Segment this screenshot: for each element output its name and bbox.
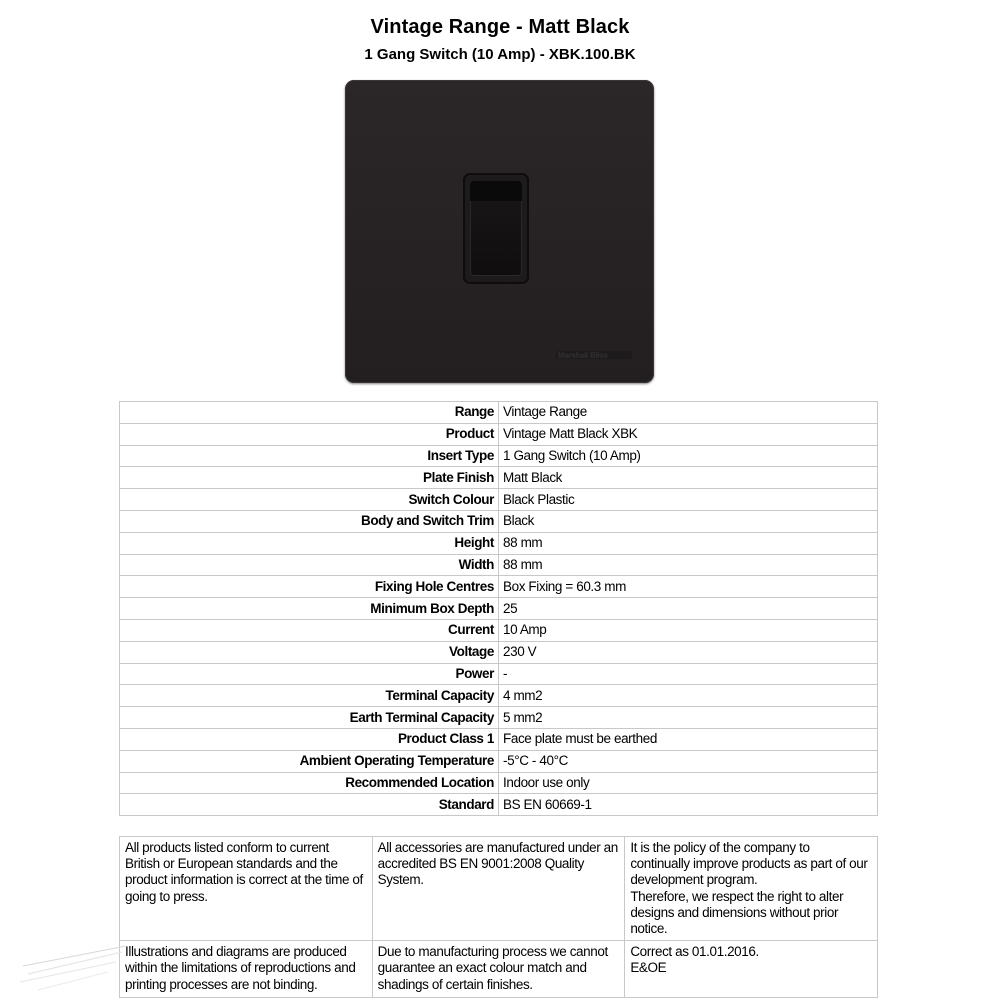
spec-label: Body and Switch Trim (120, 510, 499, 532)
spec-label: Voltage (120, 641, 499, 663)
spec-row (120, 619, 878, 641)
spec-value: BS EN 60669-1 (499, 794, 878, 816)
spec-value: 88 mm (499, 532, 878, 554)
spec-label: Range (120, 402, 499, 424)
spec-label: Width (120, 554, 499, 576)
spec-value: Vintage Range (499, 402, 878, 424)
brand-mark-logo (556, 349, 632, 361)
spec-row (120, 467, 878, 489)
note-cell: It is the policy of the company to continually improve products as part of our development program. Therefore, we respect the right to alter designs and dimensions without prior notice. (625, 837, 878, 941)
spec-row (120, 794, 878, 816)
spec-row (120, 663, 878, 685)
spec-value: Black (499, 510, 878, 532)
svg-text:Marshall Bliss: Marshall Bliss (558, 351, 608, 360)
spec-label: Standard (120, 794, 499, 816)
spec-row (120, 402, 878, 424)
decorative-sketch-lines (18, 938, 128, 998)
spec-row (120, 576, 878, 598)
spec-row (120, 707, 878, 729)
note-cell: All accessories are manufactured under an accredited BS EN 9001:2008 Quality System. (372, 837, 625, 941)
spec-value: -5°C - 40°C (499, 750, 878, 772)
spec-value: Vintage Matt Black XBK (499, 423, 878, 445)
spec-table-body (120, 402, 878, 816)
spec-label: Product Class 1 (120, 728, 499, 750)
spec-label: Earth Terminal Capacity (120, 707, 499, 729)
spec-row (120, 510, 878, 532)
spec-value: Indoor use only (499, 772, 878, 794)
page-title: Vintage Range - Matt Black (370, 16, 630, 38)
spec-row (120, 532, 878, 554)
notes-row (120, 941, 878, 998)
spec-value: 4 mm2 (499, 685, 878, 707)
spec-label: Recommended Location (120, 772, 499, 794)
spec-table (119, 401, 878, 816)
spec-row (120, 554, 878, 576)
switch-rocker-top (470, 181, 522, 201)
spec-row (120, 641, 878, 663)
spec-label: Product (120, 423, 499, 445)
spec-value: Black Plastic (499, 489, 878, 511)
spec-label: Minimum Box Depth (120, 598, 499, 620)
spec-value: Face plate must be earthed (499, 728, 878, 750)
spec-label: Height (120, 532, 499, 554)
spec-label: Insert Type (120, 445, 499, 467)
spec-value: Matt Black (499, 467, 878, 489)
spec-value: 10 Amp (499, 619, 878, 641)
spec-row (120, 772, 878, 794)
notes-table (119, 836, 878, 998)
spec-label: Ambient Operating Temperature (120, 750, 499, 772)
spec-row (120, 489, 878, 511)
spec-value: - (499, 663, 878, 685)
note-cell: Due to manufacturing process we cannot guarantee an exact colour match and shadings of certain finishes. (372, 941, 625, 998)
note-cell: Correct as 01.01.2016. E&OE (625, 941, 878, 998)
spec-label: Terminal Capacity (120, 685, 499, 707)
spec-value: Box Fixing = 60.3 mm (499, 576, 878, 598)
spec-value: 230 V (499, 641, 878, 663)
spec-label: Plate Finish (120, 467, 499, 489)
spec-value: 88 mm (499, 554, 878, 576)
notes-row (120, 837, 878, 941)
brand-logo-icon (556, 349, 632, 361)
spec-row (120, 598, 878, 620)
spec-value: 25 (499, 598, 878, 620)
spec-label: Fixing Hole Centres (120, 576, 499, 598)
page-subtitle: 1 Gang Switch (10 Amp) - XBK.100.BK (364, 46, 636, 63)
spec-label: Power (120, 663, 499, 685)
spec-row (120, 750, 878, 772)
spec-value: 1 Gang Switch (10 Amp) (499, 445, 878, 467)
note-cell: All products listed conform to current British or European standards and the product information is correct at the time of going to press. (120, 837, 373, 941)
note-cell: Illustrations and diagrams are produced within the limitations of reproductions and printing processes are not binding. (120, 941, 373, 998)
spec-label: Current (120, 619, 499, 641)
spec-row (120, 423, 878, 445)
spec-row (120, 445, 878, 467)
spec-value: 5 mm2 (499, 707, 878, 729)
spec-row (120, 728, 878, 750)
spec-label: Switch Colour (120, 489, 499, 511)
spec-row (120, 685, 878, 707)
